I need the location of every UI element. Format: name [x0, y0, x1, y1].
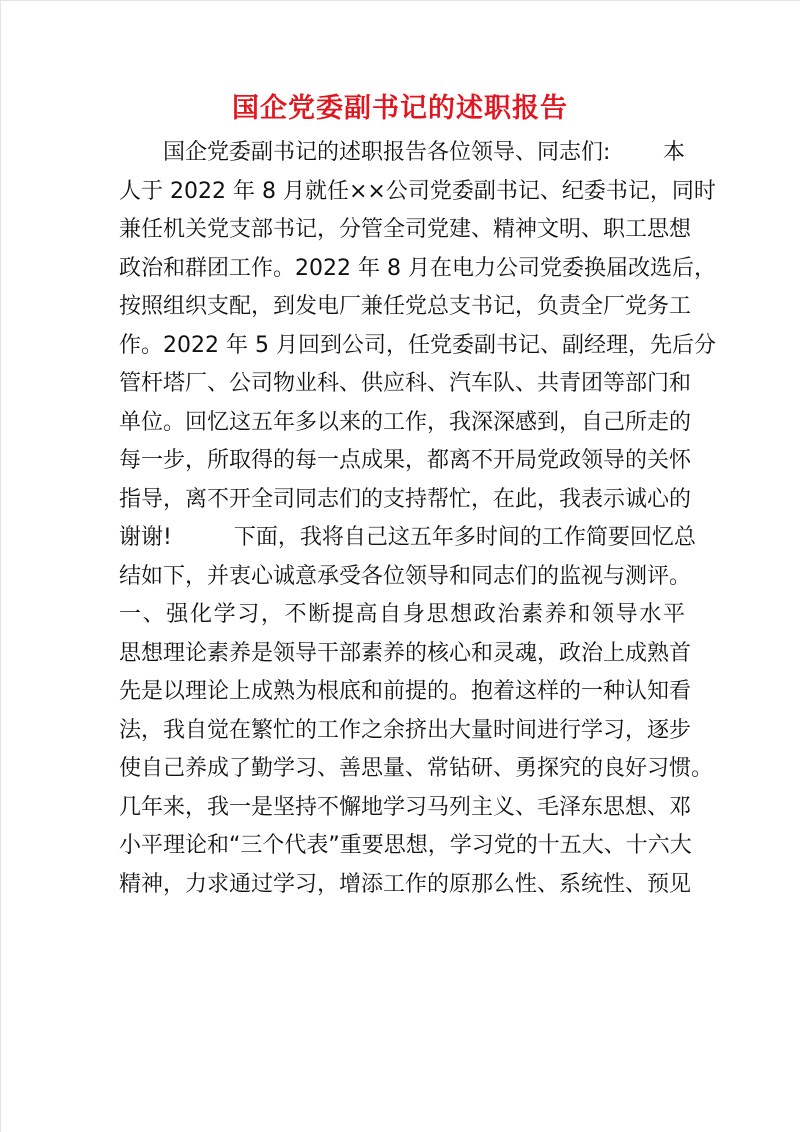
text-segment: 国企党委副书记的述职报告各位领导、同志们:: [163, 140, 611, 165]
text-line: 结如下，并衷心诚意承受各位领导和同志们的监视与测评。: [119, 563, 692, 589]
text-segment: 本: [662, 140, 685, 165]
text-line: 先是以理论上成熟为根底和前提的。抱着这样的一种认知看: [119, 679, 692, 704]
text-line: 一、强化学习，不断提高自身思想政治素养和领导水平: [119, 602, 685, 627]
page-left-edge: [0, 0, 1, 1132]
text-line: 思想理论素养是领导干部素养的核心和灵魂，政治上成熟首: [119, 640, 692, 666]
text-line: 人于 2022 年 8 月就任××公司党委副书记、纪委书记，同时: [119, 178, 716, 204]
page-top-edge: [0, 0, 800, 1]
text-line: 几年来，我一是坚持不懈地学习马列主义、毛泽东思想、邓: [119, 794, 692, 820]
text-segment: 谢谢!: [119, 525, 172, 550]
text-line: 指导，离不开全司同志们的支持帮忙，在此，我表示诚心的: [119, 486, 692, 512]
text-line: 作。2022 年 5 月回到公司，任党委副书记、副经理，先后分: [119, 332, 716, 358]
text-line: 兼任机关党支部书记，分管全司党建、精神文明、职工思想: [119, 217, 692, 242]
text-line: 单位。回忆这五年多以来的工作，我深深感到，自己所走的: [119, 409, 692, 435]
text-line: [119, 134, 685, 172]
text-line: 法，我自觉在繁忙的工作之余挤出大量时间进行学习，逐步: [119, 717, 692, 743]
text-line: 使自己养成了勤学习、善思量、常钻研、勇探究的良好习惯。: [119, 756, 714, 781]
document-title: 国企党委副书记的述职报告: [232, 93, 568, 124]
text-line: [119, 519, 696, 557]
text-line: 政治和群团工作。2022 年 8 月在电力公司党委换届改选后，: [119, 255, 716, 281]
text-line: 每一步，所取得的每一点成果，都离不开局党政领导的关怀: [119, 448, 692, 473]
text-line: 按照组织支配，到发电厂兼任党总支书记，负责全厂党务工: [119, 294, 692, 319]
text-line: 小平理论和“三个代表”重要思想，学习党的十五大、十六大: [119, 833, 692, 858]
text-line: 管杆塔厂、公司物业科、供应科、汽车队、共青团等部门和: [119, 371, 692, 396]
text-line: 精神，力求通过学习，增添工作的原那么性、系统性、预见: [119, 871, 692, 897]
text-segment: 下面，我将自己这五年多时间的工作简要回忆总: [233, 525, 696, 550]
